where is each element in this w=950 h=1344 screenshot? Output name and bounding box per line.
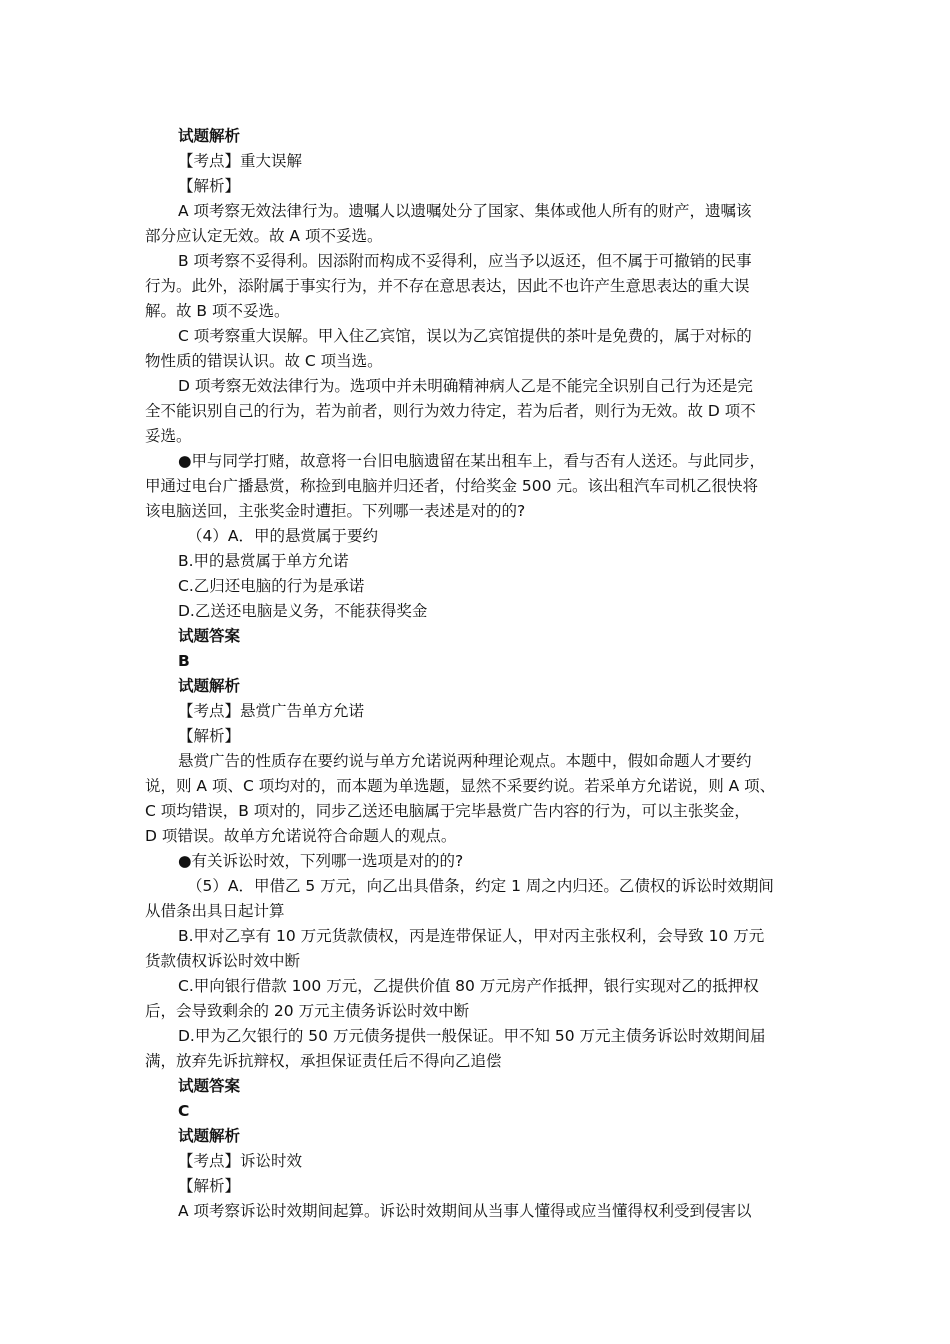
text-line: 全不能识别自己的行为，若为前者，则行为效力待定，若为后者，则行为无效。故 D 项不 — [145, 402, 756, 420]
text-line: 【解析】 — [178, 177, 241, 195]
text-line: 【考点】重大误解 — [178, 152, 303, 170]
section-heading: C — [178, 1102, 190, 1120]
text-line: 后，会导致剩余的 20 万元主债务诉讼时效中断 — [145, 1002, 470, 1020]
text-line: C.甲向银行借款 100 万元，乙提供价值 80 万元房产作抵押，银行实现对乙的抵押权 — [178, 977, 759, 995]
text-line: 满，放弃先诉抗辩权，承担保证责任后不得向乙追偿 — [145, 1052, 502, 1070]
text-line: 该电脑送回，主张奖金时遭拒。下列哪一表述是对的的? — [145, 502, 526, 520]
text-line: 妥选。 — [145, 427, 192, 445]
text-line: B 项考察不妥得利。因添附而构成不妥得利，应当予以返还，但不属于可撤销的民事 — [178, 252, 752, 270]
text-line: （4）A．甲的悬赏属于要约 — [187, 527, 378, 545]
text-line: A 项考察诉讼时效期间起算。诉讼时效期间从当事人懂得或应当懂得权利受到侵害以 — [178, 1202, 752, 1220]
text-line: C 项均错误，B 项对的，同步乙送还电脑属于完毕悬赏广告内容的行为，可以主张奖金， — [145, 802, 750, 820]
text-line: 【考点】悬赏广告单方允诺 — [178, 702, 365, 720]
text-line: 【考点】诉讼时效 — [178, 1152, 303, 1170]
section-heading: 试题解析 — [178, 677, 241, 695]
text-line: A 项考察无效法律行为。遗嘱人以遗嘱处分了国家、集体或他人所有的财产，遗嘱该 — [178, 202, 752, 220]
text-line: 【解析】 — [178, 727, 241, 745]
text-line: D.乙送还电脑是义务，不能获得奖金 — [178, 602, 428, 620]
text-line: D 项错误。故单方允诺说符合命题人的观点。 — [145, 827, 457, 845]
section-heading: 试题答案 — [178, 627, 241, 645]
text-line: B.甲对乙享有 10 万元货款债权，丙是连带保证人，甲对丙主张权利，会导致 10 万元 — [178, 927, 765, 945]
text-line: 从借条出具日起计算 — [145, 902, 285, 920]
text-line: 甲通过电台广播悬赏，称捡到电脑并归还者，付给奖金 500 元。该出租汽车司机乙很快将 — [145, 477, 758, 495]
text-line: D.甲为乙欠银行的 50 万元债务提供一般保证。甲不知 50 万元主债务诉讼时效期间届 — [178, 1027, 766, 1045]
text-line: （5）A．甲借乙 5 万元，向乙出具借条，约定 1 周之内归还。乙债权的诉讼时效期间 — [187, 877, 774, 895]
section-heading: B — [178, 652, 190, 670]
section-heading: 试题解析 — [178, 1127, 241, 1145]
text-line: 行为。此外，添附属于事实行为，并不存在意思表达，因此不也许产生意思表达的重大误 — [145, 277, 750, 295]
text-line: D 项考察无效法律行为。选项中并未明确精神病人乙是不能完全识别自己行为还是完 — [178, 377, 753, 395]
text-line: ●有关诉讼时效，下列哪一选项是对的的? — [178, 852, 464, 870]
text-line: C.乙归还电脑的行为是承诺 — [178, 577, 365, 595]
text-line: C 项考察重大误解。甲入住乙宾馆，误以为乙宾馆提供的茶叶是免费的，属于对标的 — [178, 327, 752, 345]
text-line: 悬赏广告的性质存在要约说与单方允诺说两种理论观点。本题中，假如命题人才要约 — [178, 752, 752, 770]
text-line: 物性质的错误认识。故 C 项当选。 — [145, 352, 383, 370]
section-heading: 试题答案 — [178, 1077, 241, 1095]
text-line: 部分应认定无效。故 A 项不妥选。 — [145, 227, 383, 245]
document-body — [145, 124, 810, 1224]
text-line: ●甲与同学打赌，故意将一台旧电脑遗留在某出租车上，看与否有人送还。与此同步， — [178, 452, 766, 470]
text-line: 货款债权诉讼时效中断 — [145, 952, 301, 970]
text-line: 说，则 A 项、C 项均对的，而本题为单选题，显然不采要约说。若采单方允诺说，则 A 项、 — [145, 777, 776, 795]
text-line: 解。故 B 项不妥选。 — [145, 302, 290, 320]
text-line: B.甲的悬赏属于单方允诺 — [178, 552, 349, 570]
text-line: 【解析】 — [178, 1177, 241, 1195]
section-heading: 试题解析 — [178, 127, 241, 145]
